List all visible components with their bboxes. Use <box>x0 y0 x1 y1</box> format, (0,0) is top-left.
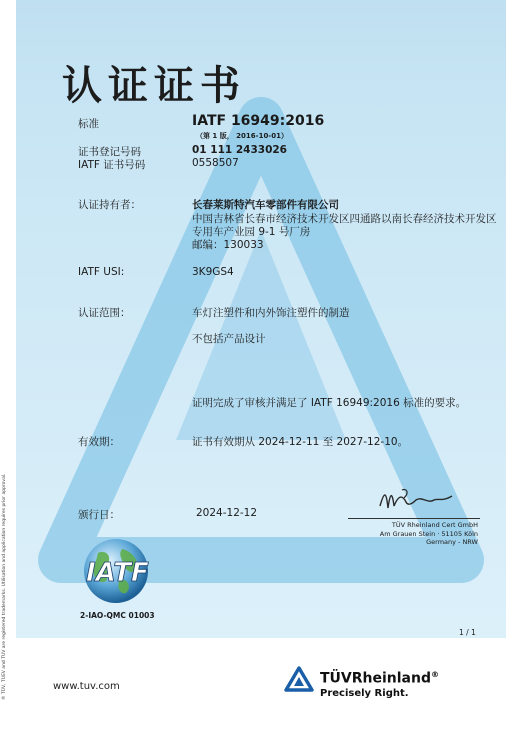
holder-postal: 邮编：130033 <box>192 239 264 251</box>
tuv-brand <box>320 670 439 687</box>
tuv-slogan: Precisely Right. <box>320 688 409 699</box>
registration-label: 证书登记号码 <box>78 146 141 158</box>
page-number: 1 / 1 <box>459 628 476 637</box>
standard-label: 标准 <box>78 118 99 130</box>
validity-label: 有效期： <box>78 436 120 448</box>
tuv-registered-mark: ® <box>431 670 439 679</box>
usi-value: 3K9GS4 <box>192 266 234 278</box>
trademark-side-note: ® TÜV, TUEV and TUV are registered trademarks. Utilisation and application requires prior approval. <box>2 473 7 700</box>
standard-edition: （第 1 版， 2016-10-01） <box>196 132 288 140</box>
iatf-cert-label: IATF 证书号码 <box>78 159 146 171</box>
signature-image <box>376 484 456 518</box>
issue-label: 颁行日： <box>78 509 120 521</box>
issuer-line2: Am Grauen Stein · 51105 Köln <box>379 529 478 538</box>
tuv-brand-name: TÜVRheinland <box>320 670 431 687</box>
issuer-line1: TÜV Rheinland Cert GmbH <box>391 521 478 529</box>
iatf-cert-value: 0558507 <box>192 157 239 169</box>
scope-label: 认证范围： <box>78 307 131 319</box>
certificate-title: 认证证书 <box>62 63 246 109</box>
validity-value: 证书有效期从 2024-12-11 至 2027-12-10。 <box>192 436 409 448</box>
compliance-statement: 证明完成了审核并满足了 IATF 16949:2016 标准的要求。 <box>192 397 467 409</box>
holder-address-line2: 专用车产业园 9-1 号厂房 <box>192 226 311 238</box>
issuer-address <box>348 521 478 547</box>
issuer-line3: Germany - NRW <box>426 538 478 546</box>
website-link[interactable]: www.tuv.com <box>53 681 120 692</box>
signature-line <box>348 518 480 519</box>
holder-address-line1: 中国吉林省长春市经济技术开发区四通路以南长春经济技术开发区 <box>192 213 497 225</box>
scope-exclusion: 不包括产品设计 <box>192 333 266 345</box>
tuv-triangle-icon <box>284 666 314 692</box>
holder-company: 长春莱斯特汽车零部件有限公司 <box>192 199 339 211</box>
iatf-globe-logo <box>66 531 158 607</box>
registration-value: 01 111 2433026 <box>192 144 287 156</box>
iatf-logo-text: IATF <box>86 558 149 588</box>
holder-label: 认证持有者： <box>78 199 141 211</box>
scope-value: 车灯注塑件和内外饰注塑件的制造 <box>192 307 350 319</box>
standard-name: IATF 16949:2016 <box>192 113 325 129</box>
issue-date: 2024-12-12 <box>196 507 258 519</box>
usi-label: IATF USI: <box>78 266 125 278</box>
iatf-code: 2-IAO-QMC 01003 <box>80 611 155 620</box>
